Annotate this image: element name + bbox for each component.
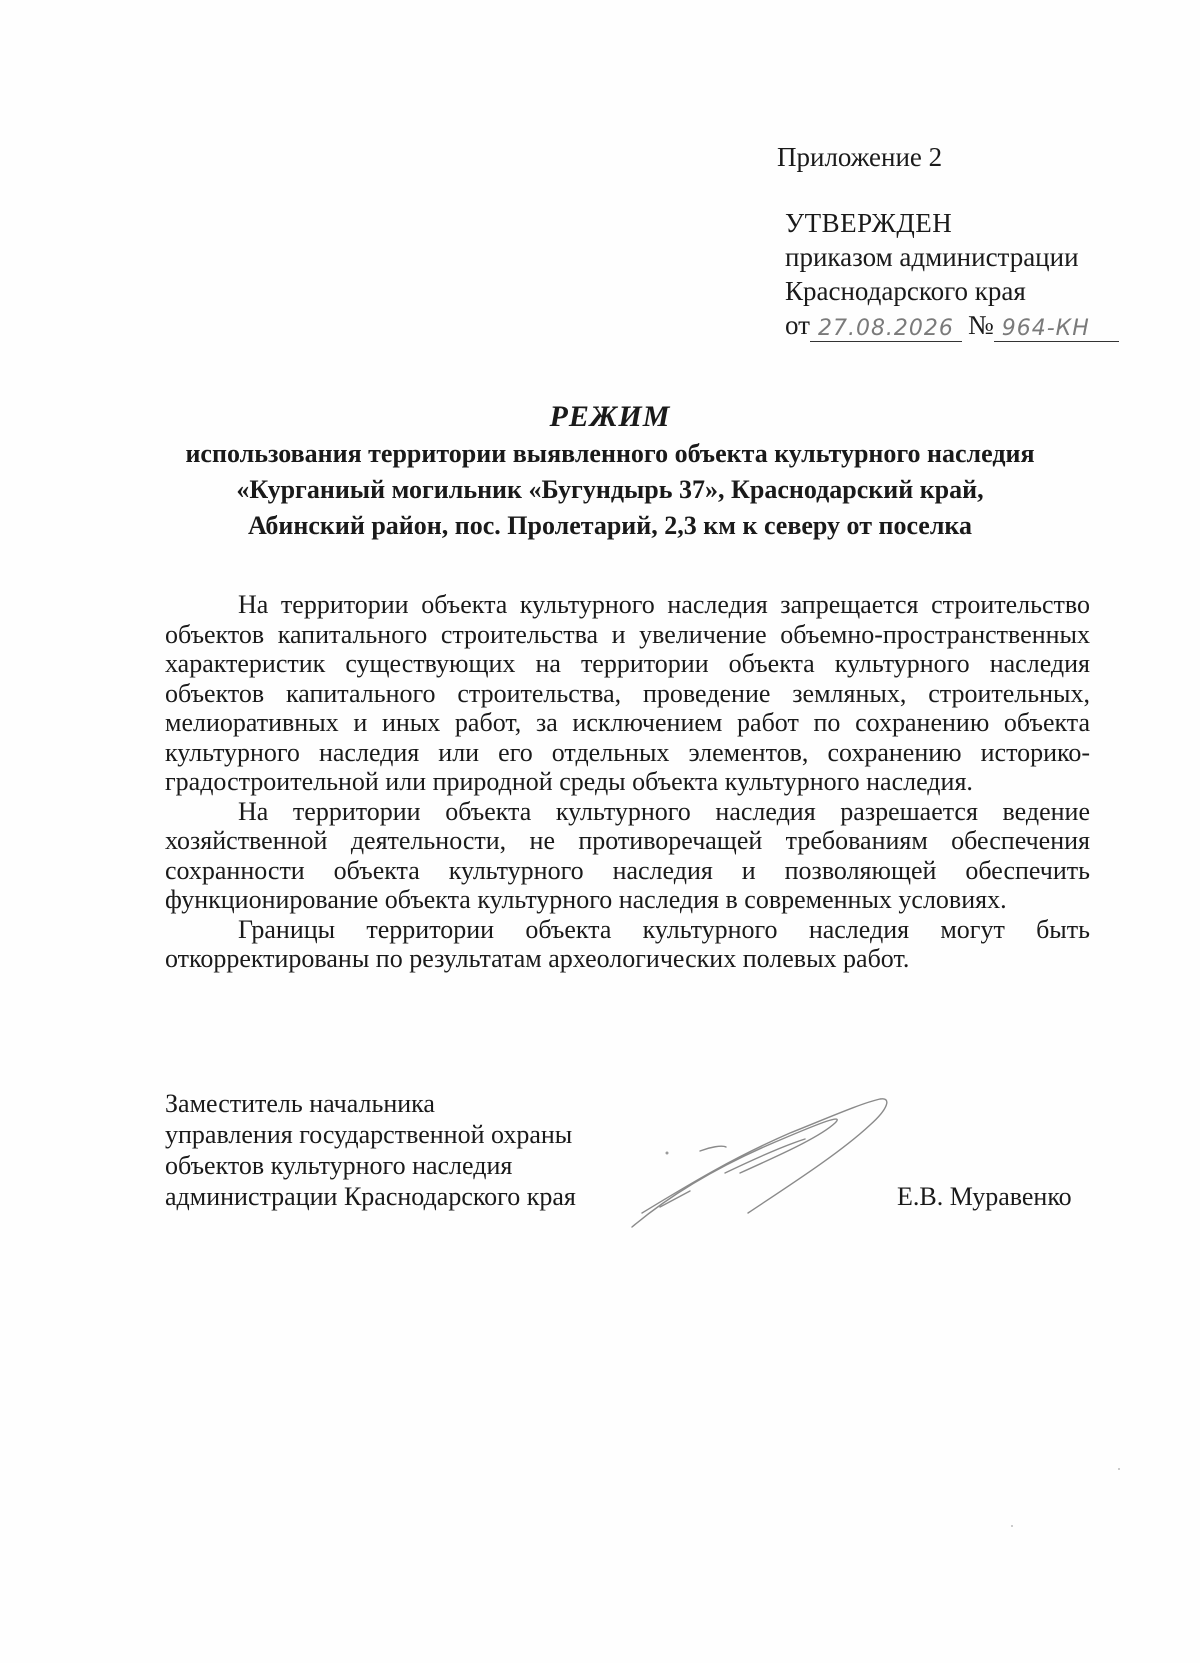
paragraph-prohibitions: На территории объекта культурного наследия запрещается строительство объектов капитального строительства и увеличение объемно-пространственных характеристик существующих на территории объекта культурного наследия объектов капитального строительства, проведение земляных, строительных, мелиоративных и иных работ, за исключением работ по сохранению объекта культурного наследия или его отдельных элементов, сохранению историко-градостроительной или природной среды объекта культурного наследия. [165, 590, 1090, 796]
paragraph-boundaries: Границы территории объекта культурного наследия могут быть откорректированы по результатам археологических полевых работ. [165, 914, 1090, 973]
number-field [994, 315, 1119, 342]
handwritten-signature-icon [630, 1095, 920, 1235]
paragraph-permitted-activity: На территории объекта культурного наследия разрешается ведение хозяйственной деятельности, не противоречащей требованиям обеспечения сохранности объекта культурного наследия и позволяющей обеспечить функционирование объекта культурного наследия в современных условиях. [165, 796, 1090, 914]
signer-position-line-3: объектов культурного наследия [165, 1151, 513, 1180]
approval-date-number-line [785, 308, 1125, 342]
signer-position-line-1: Заместитель начальника [165, 1089, 435, 1118]
document-body [165, 590, 1090, 974]
date-prefix: от [785, 310, 810, 340]
document-subtitle-line-3: Абинский район, пос. Пролетарий, 2,3 км к северу от поселка [247, 511, 973, 540]
document-subtitle-line-2: «Курганиый могильник «Бугундырь 37», Краснодарский край, [236, 475, 984, 504]
signer-position-line-4: администрации Краснодарского края [165, 1182, 576, 1211]
approval-order-line: приказом администрации [785, 242, 1079, 272]
document-title: РЕЖИМ [549, 400, 671, 433]
signer-name: Е.В. Муравенко [897, 1182, 1072, 1211]
document-title-block [160, 398, 1060, 544]
number-prefix: № [967, 310, 994, 340]
handwritten-date: 27.08.2026 [817, 316, 954, 341]
document-subtitle-line-1: использования территории выявленного объекта культурного наследия [185, 439, 1035, 468]
signer-position-line-2: управления государственной охраны [165, 1120, 573, 1149]
approval-stamp-block [785, 206, 1125, 342]
appendix-label: Приложение 2 [777, 142, 943, 172]
approval-region-line: Краснодарского края [785, 276, 1026, 306]
scan-speck [1011, 1525, 1013, 1527]
scan-speck [1118, 1468, 1120, 1470]
approved-heading: УТВЕРЖДЕН [785, 208, 953, 238]
handwritten-number: 964-КН [1001, 316, 1090, 341]
date-field [810, 315, 962, 342]
signer-position [165, 1088, 576, 1212]
